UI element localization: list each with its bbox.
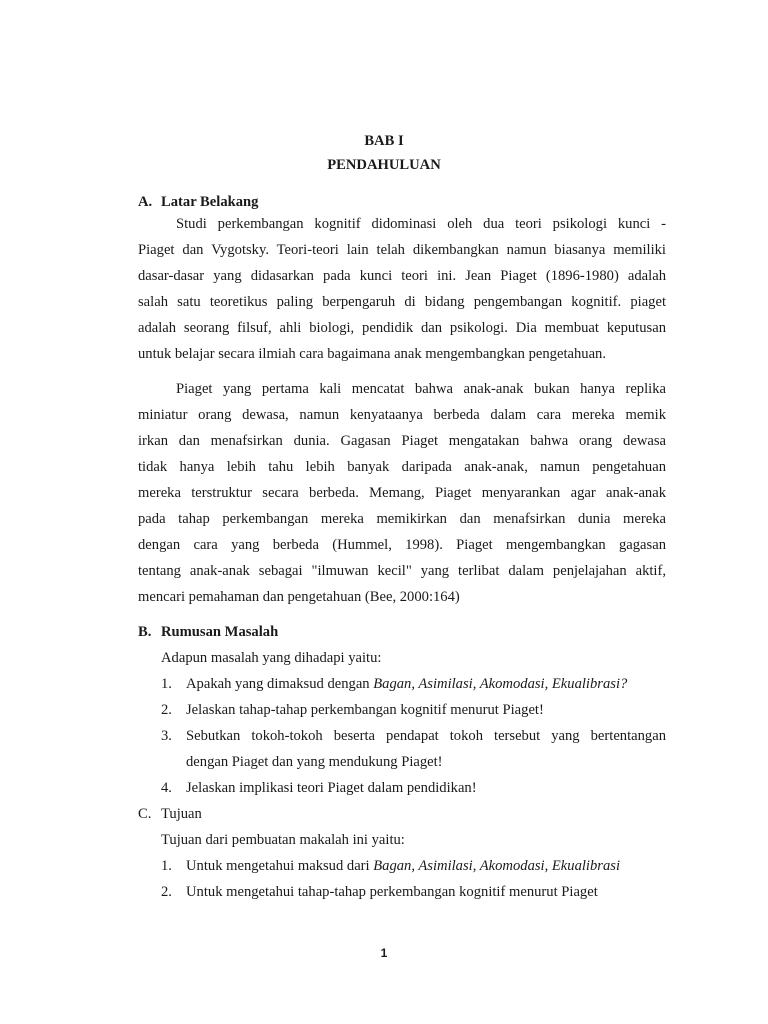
section-c-item-1-italic: Bagan, Asimilasi, Akomodasi, Ekualibrasi (373, 858, 620, 874)
section-b-item-4-text: Jelaskan implikasi teori Piaget dalam pendidikan! (186, 780, 477, 796)
section-b-item-2-text: Jelaskan tahap-tahap perkembangan kognitif menurut Piaget! (186, 702, 544, 718)
para1-line-5: adalah seorang filsuf, ahli biologi, pendidik dan psikologi. Dia membuat keputusan (138, 320, 666, 336)
section-b-item-3-text: Sebutkan tokoh-tokoh beserta pendapat tokoh tersebut yang bertentangan (186, 728, 666, 744)
para2-line-5: mereka terstruktur secara berbeda. Memang, Piaget menyarankan agar anak-anak (138, 485, 666, 501)
section-c-title: Tujuan (161, 806, 202, 822)
section-c-intro: Tujuan dari pembuatan makalah ini yaitu: (161, 832, 405, 848)
section-b-item-1-number: 1. (161, 676, 172, 692)
section-b-intro: Adapun masalah yang dihadapi yaitu: (161, 650, 382, 666)
section-c-item-2-number: 2. (161, 884, 172, 900)
section-a-title: Latar Belakang (161, 194, 259, 210)
chapter-title: PENDAHULUAN (327, 157, 441, 173)
para2-line-1: Piaget yang pertama kali mencatat bahwa anak-anak bukan hanya replika (176, 381, 666, 397)
section-b-item-2-number: 2. (161, 702, 172, 718)
para2-line-8: tentang anak-anak sebagai "ilmuwan kecil" yang terlibat dalam penjelajahan aktif, (138, 563, 666, 579)
section-b-item-1-italic: Bagan, Asimilasi, Akomodasi, Ekualibrasi? (373, 676, 628, 692)
para1-line-2: Piaget dan Vygotsky. Teori-teori lain telah dikembangkan namun biasanya memiliki (138, 242, 666, 258)
para2-line-3: irkan dan menafsirkan dunia. Gagasan Piaget mengatakan bahwa orang dewasa (138, 433, 666, 449)
section-c-item-1-text: Untuk mengetahui maksud dari (186, 858, 374, 874)
section-c-item-1-number: 1. (161, 858, 172, 874)
para1-line-6: untuk belajar secara ilmiah cara bagaimana anak mengembangkan pengetahuan. (138, 346, 606, 362)
para2-line-6: pada tahap perkembangan mereka memikirkan dan menafsirkan dunia mereka (138, 511, 666, 527)
section-c-item-1 (186, 858, 620, 875)
section-b-item-3-number: 3. (161, 728, 172, 744)
section-b-item-1-text: Apakah yang dimaksud dengan (186, 676, 374, 692)
section-c-item-2-text: Untuk mengetahui tahap-tahap perkembangan kognitif menurut Piaget (186, 884, 598, 900)
section-b-letter: B. (138, 624, 152, 640)
section-b-title: Rumusan Masalah (161, 624, 279, 640)
para1-line-4: salah satu teoretikus paling berpengaruh di bidang pengembangan kognitif. piaget (138, 294, 666, 310)
section-b-item-3-text-cont: dengan Piaget dan yang mendukung Piaget! (186, 754, 443, 770)
para2-line-2: miniatur orang dewasa, namun kenyataanya berbeda dalam cara mereka memik (138, 407, 666, 423)
page-number: 1 (380, 946, 388, 960)
chapter-number: BAB I (364, 133, 404, 149)
para1-line-1: Studi perkembangan kognitif didominasi oleh dua teori psikologi kunci - (176, 216, 666, 232)
para2-line-4: tidak hanya lebih tahu lebih banyak daripada anak-anak, namun pengetahuan (138, 459, 666, 475)
para2-line-7: dengan cara yang berbeda (Hummel, 1998). Piaget mengembangkan gagasan (138, 537, 666, 553)
para2-line-9: mencari pemahaman dan pengetahuan (Bee, 2000:164) (138, 589, 460, 605)
section-a-letter: A. (138, 194, 153, 210)
section-c-letter: C. (138, 806, 152, 822)
section-b-item-4-number: 4. (161, 780, 172, 796)
section-b-item-1 (186, 676, 627, 693)
para1-line-3: dasar-dasar yang didasarkan pada kunci teori ini. Jean Piaget (1896-1980) adalah (138, 268, 666, 284)
